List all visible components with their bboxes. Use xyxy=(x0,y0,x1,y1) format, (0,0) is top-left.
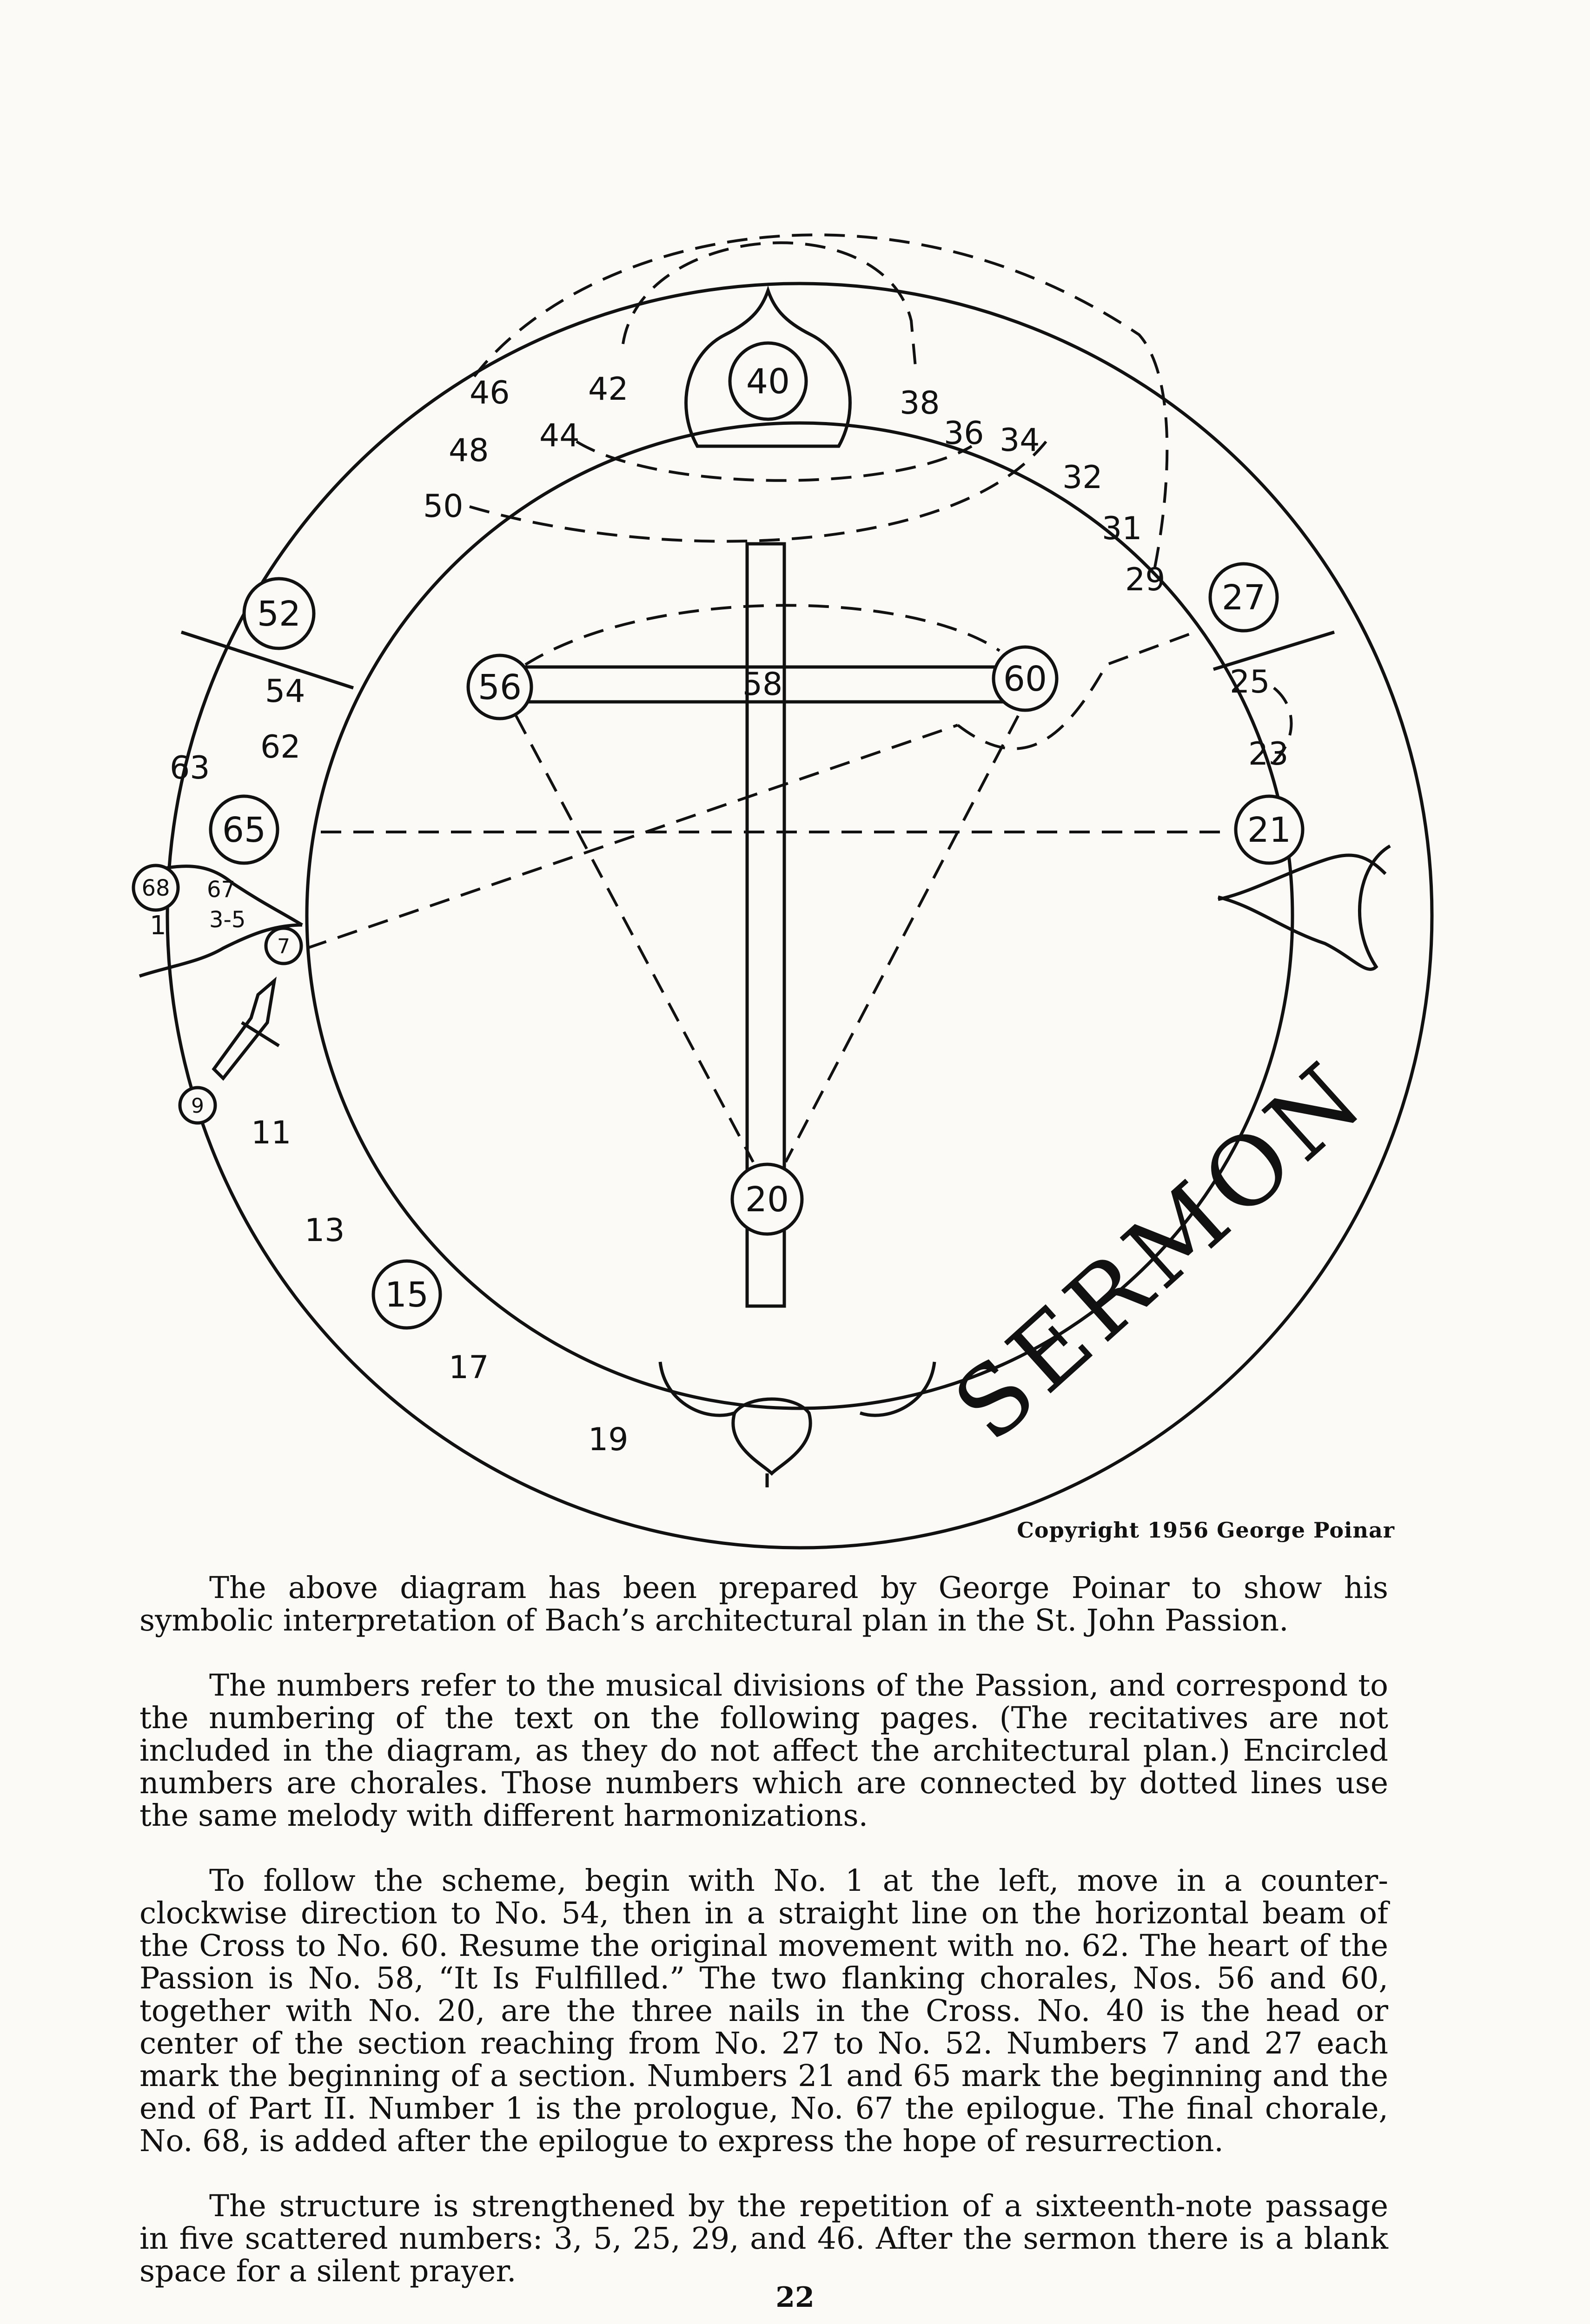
page-number: 22 xyxy=(775,2281,815,2314)
chorale-number-21: 21 xyxy=(1247,810,1292,850)
right-bulge xyxy=(1218,846,1390,969)
number-36: 36 xyxy=(944,415,984,452)
chorale-number-27: 27 xyxy=(1221,578,1266,618)
paragraph-3: To follow the scheme, begin with No. 1 at the left, move in a counter-clockwise direction to No. 54, then in a straight line on the horizontal beam of the Cross to No. 60. Resume the original movement with no. 62. The heart of the Passion is No. 58, “It Is Fulfilled.” The two flanking chorales, Nos. 56 and 60, together with No. 20, are the three nails in the Cross. No. 40 is the head or center of the section reaching from No. 27 to No. 52. Numbers 7 and 27 each mark the beginning of a section. Numbers 21 and 65 mark the beginning and the end of Part II. Number 1 is the prologue, No. 67 the epilogue. The final chorale, No. 68, is added after the epilogue to express the hope of resurrection. xyxy=(139,1863,1388,2159)
paragraph-1: The above diagram has been prepared by George Poinar to show his symbolic interpretation of Bach’s architectural plan in the St. John Passion. xyxy=(139,1571,1388,1638)
number-3-5: 3-5 xyxy=(209,907,246,933)
number-34: 34 xyxy=(1000,422,1040,459)
body-text xyxy=(139,1572,1388,2288)
chorale-number-56: 56 xyxy=(477,667,522,707)
dagger-icon xyxy=(214,981,279,1078)
number-32: 32 xyxy=(1062,459,1103,496)
paragraph-2: The numbers refer to the musical divisions of the Passion, and correspond to the numbering of the text on the following pages. (The recitatives are not included in the diagram, as they do not affect the architectural plan.) Encircled numbers are chorales. Those numbers which are connected by dotted lines use the same melody with different harmonizations. xyxy=(139,1668,1388,1833)
dash-arc-56-60 xyxy=(525,605,1000,665)
chorale-number-7: 7 xyxy=(277,935,290,958)
copyright-notice: Copyright 1956 George Poinar xyxy=(1017,1518,1395,1543)
number-23: 23 xyxy=(1248,736,1289,772)
number-48: 48 xyxy=(449,432,489,469)
number-31: 31 xyxy=(1102,510,1142,547)
paragraph-4: The structure is strengthened by the repetition of a sixteenth-note passage in five scattered numbers: 3, 5, 25, 29, and 46. After the sermon there is a blank space for a silent prayer. xyxy=(139,2189,1388,2289)
number-13: 13 xyxy=(305,1212,345,1249)
number-1: 1 xyxy=(150,911,166,941)
dash-line-56-20 xyxy=(516,716,753,1162)
dash-arc-50-34 xyxy=(470,442,1046,541)
number-11: 11 xyxy=(251,1115,292,1151)
dash-curve-60-27 xyxy=(958,632,1195,749)
number-54: 54 xyxy=(265,673,305,710)
number-67: 67 xyxy=(207,877,236,903)
dash-arc-46-29 xyxy=(474,235,1167,576)
number-46: 46 xyxy=(470,375,510,411)
sermon-label: SERMON xyxy=(934,1038,1387,1463)
chorale-number-20: 20 xyxy=(745,1180,789,1220)
dash-diagonal-7-beam xyxy=(307,725,958,948)
number-62: 62 xyxy=(260,729,301,766)
number-17: 17 xyxy=(449,1349,489,1386)
beam-number-58: 58 xyxy=(742,666,783,703)
bottom-ornament xyxy=(660,1362,934,1487)
dash-line-60-20 xyxy=(786,716,1018,1162)
number-25: 25 xyxy=(1230,664,1270,700)
chorale-number-40: 40 xyxy=(746,362,790,402)
chorale-number-15: 15 xyxy=(384,1275,429,1315)
number-38: 38 xyxy=(900,385,940,422)
chorale-number-68: 68 xyxy=(141,875,170,901)
outer-ring xyxy=(167,284,1432,1548)
chorale-number-65: 65 xyxy=(222,810,266,850)
number-50: 50 xyxy=(423,488,464,525)
number-44: 44 xyxy=(539,417,580,454)
number-29: 29 xyxy=(1125,561,1166,598)
chorale-number-60: 60 xyxy=(1003,659,1047,699)
number-19: 19 xyxy=(588,1421,629,1458)
chorale-number-9: 9 xyxy=(191,1094,204,1118)
chorale-number-52: 52 xyxy=(257,594,301,634)
number-63: 63 xyxy=(170,750,210,786)
number-42: 42 xyxy=(588,371,629,408)
